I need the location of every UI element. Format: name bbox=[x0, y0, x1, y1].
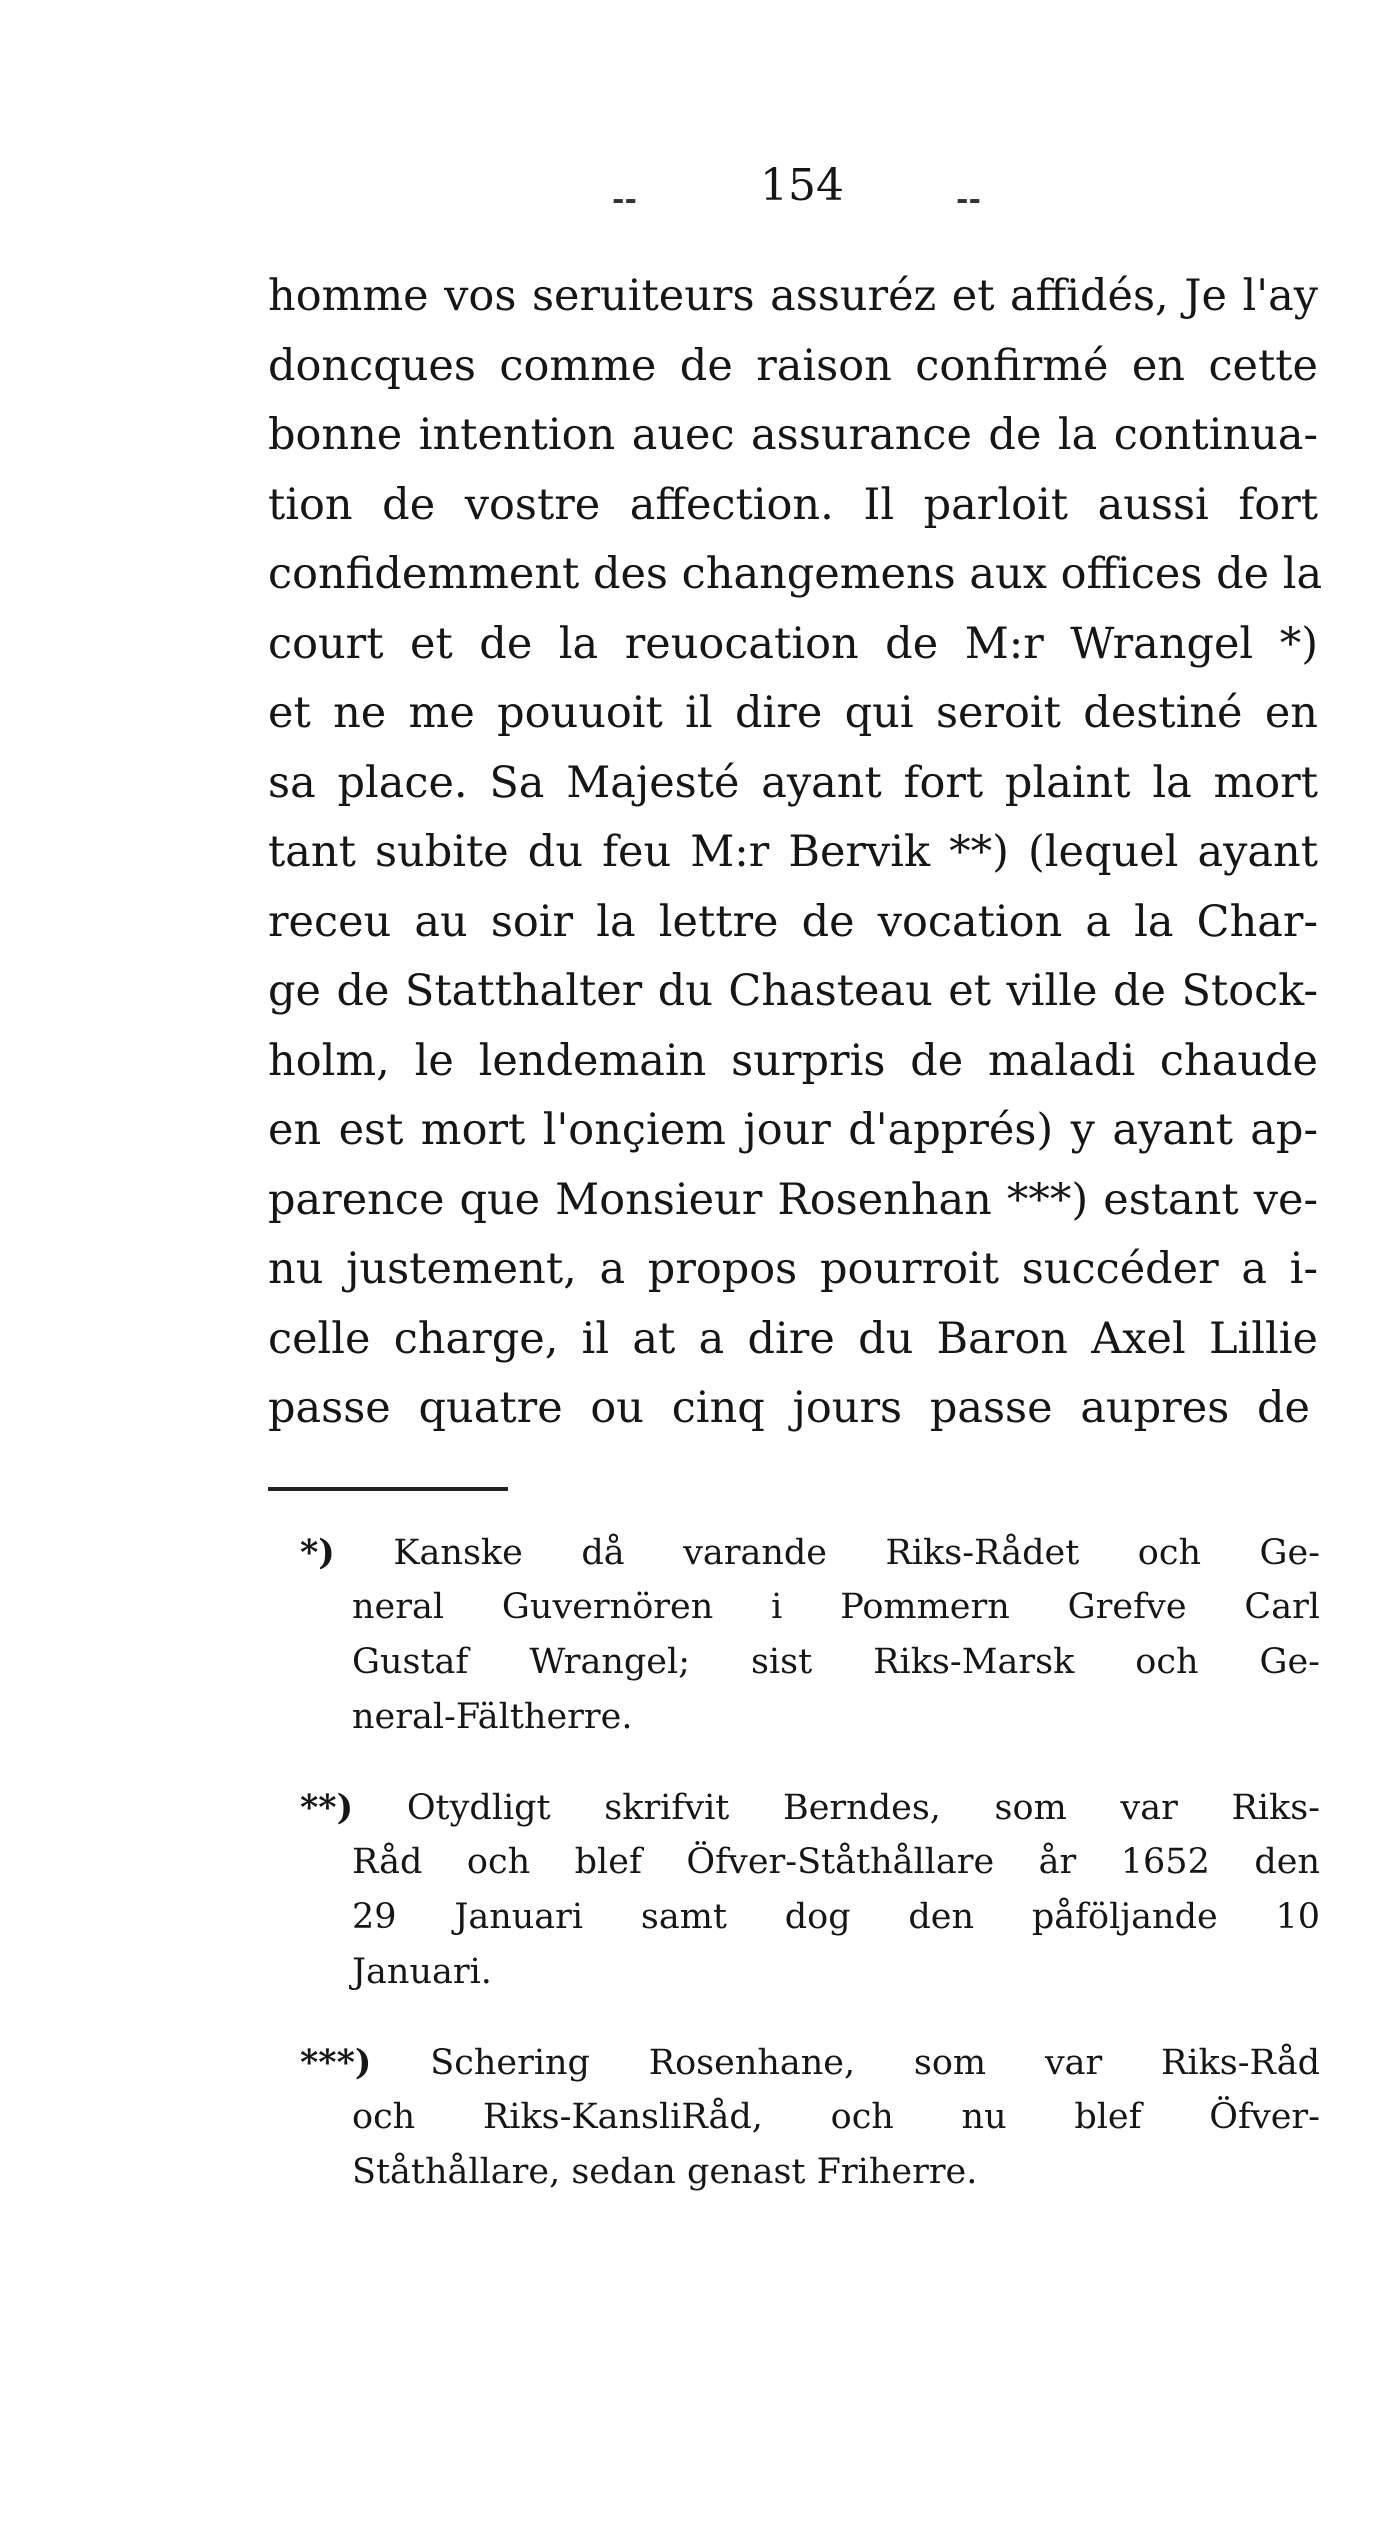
text-line: tant subite du feu M:r Bervik **) (lequel ayant bbox=[268, 827, 1318, 877]
footnote-line bbox=[300, 2035, 1320, 2090]
footnote-2 bbox=[300, 1780, 1320, 2000]
text-line: passe quatre ou cinq jours passe aupres de bbox=[268, 1383, 1310, 1433]
footnote-line: Januari. bbox=[352, 1952, 492, 1992]
text-line: nu justement, a propos pourroit succéder a i- bbox=[268, 1244, 1318, 1294]
footnote-text: Schering Rosenhane, som var Riks-Råd bbox=[430, 2043, 1320, 2083]
footnotes bbox=[300, 1525, 1320, 2235]
text-line: en est mort l'onçiem jour d'apprés) y ayant ap- bbox=[268, 1105, 1318, 1155]
text-line: sa place. Sa Majesté ayant fort plaint la mort bbox=[268, 757, 1318, 808]
footnote-marker: ***) bbox=[300, 2042, 372, 2083]
footnote-line: Råd och blef Öfver-Ståthållare år 1652 den bbox=[352, 1842, 1320, 1882]
footnote-marker: **) bbox=[300, 1787, 354, 1828]
text-line: receu au soir la lettre de vocation a la Char- bbox=[268, 896, 1318, 947]
main-text bbox=[268, 262, 1323, 1444]
footnote-separator-rule bbox=[268, 1487, 508, 1491]
text-line: parence que Monsieur Rosenhan ***) estant ve- bbox=[268, 1174, 1318, 1225]
text-line: doncques comme de raison confirmé en cette bbox=[268, 340, 1318, 391]
text-line: et ne me pouuoit il dire qui seroit destiné en bbox=[268, 688, 1318, 738]
footnote-line: 29 Januari samt dog den påföljande 10 bbox=[352, 1897, 1320, 1937]
text-line: tion de vostre affection. Il parloit aussi fort bbox=[268, 479, 1318, 530]
text-line: holm, le lendemain surpris de maladi chaude bbox=[268, 1035, 1318, 1086]
footnote-line bbox=[300, 1780, 1320, 1835]
text-line: ge de Statthalter du Chasteau et ville de Stock- bbox=[268, 966, 1318, 1016]
text-line: confidemment des changemens aux offices de la bbox=[268, 549, 1323, 599]
header-right-ornament: -- bbox=[956, 182, 981, 217]
page-header bbox=[0, 160, 1400, 220]
header-left-ornament: -- bbox=[612, 182, 637, 217]
footnote-line: neral Guvernören i Pommern Grefve Carl bbox=[352, 1587, 1320, 1627]
footnote-marker: *) bbox=[300, 1532, 335, 1573]
footnote-text: Otydligt skrifvit Berndes, som var Riks- bbox=[406, 1788, 1320, 1828]
page-number: 154 bbox=[760, 160, 844, 211]
footnote-line: och Riks-KansliRåd, och nu blef Öfver- bbox=[352, 2097, 1320, 2137]
footnote-3 bbox=[300, 2035, 1320, 2200]
footnote-line: neral-Fältherre. bbox=[352, 1697, 633, 1737]
footnote-line bbox=[300, 1525, 1320, 1580]
footnote-text: Kanske då varande Riks-Rådet och Ge- bbox=[393, 1533, 1320, 1573]
footnote-line: Ståthållare, sedan genast Friherre. bbox=[352, 2152, 978, 2192]
text-line: court et de la reuocation de M:r Wrangel *) bbox=[268, 618, 1318, 669]
text-line: celle charge, il at a dire du Baron Axel Lillie bbox=[268, 1313, 1318, 1364]
text-line: bonne intention auec assurance de la continua- bbox=[268, 410, 1318, 460]
text-line: homme vos seruiteurs assuréz et affidés, Je l'ay bbox=[268, 271, 1318, 321]
footnote-1 bbox=[300, 1525, 1320, 1745]
footnote-line: Gustaf Wrangel; sist Riks-Marsk och Ge- bbox=[352, 1642, 1320, 1682]
